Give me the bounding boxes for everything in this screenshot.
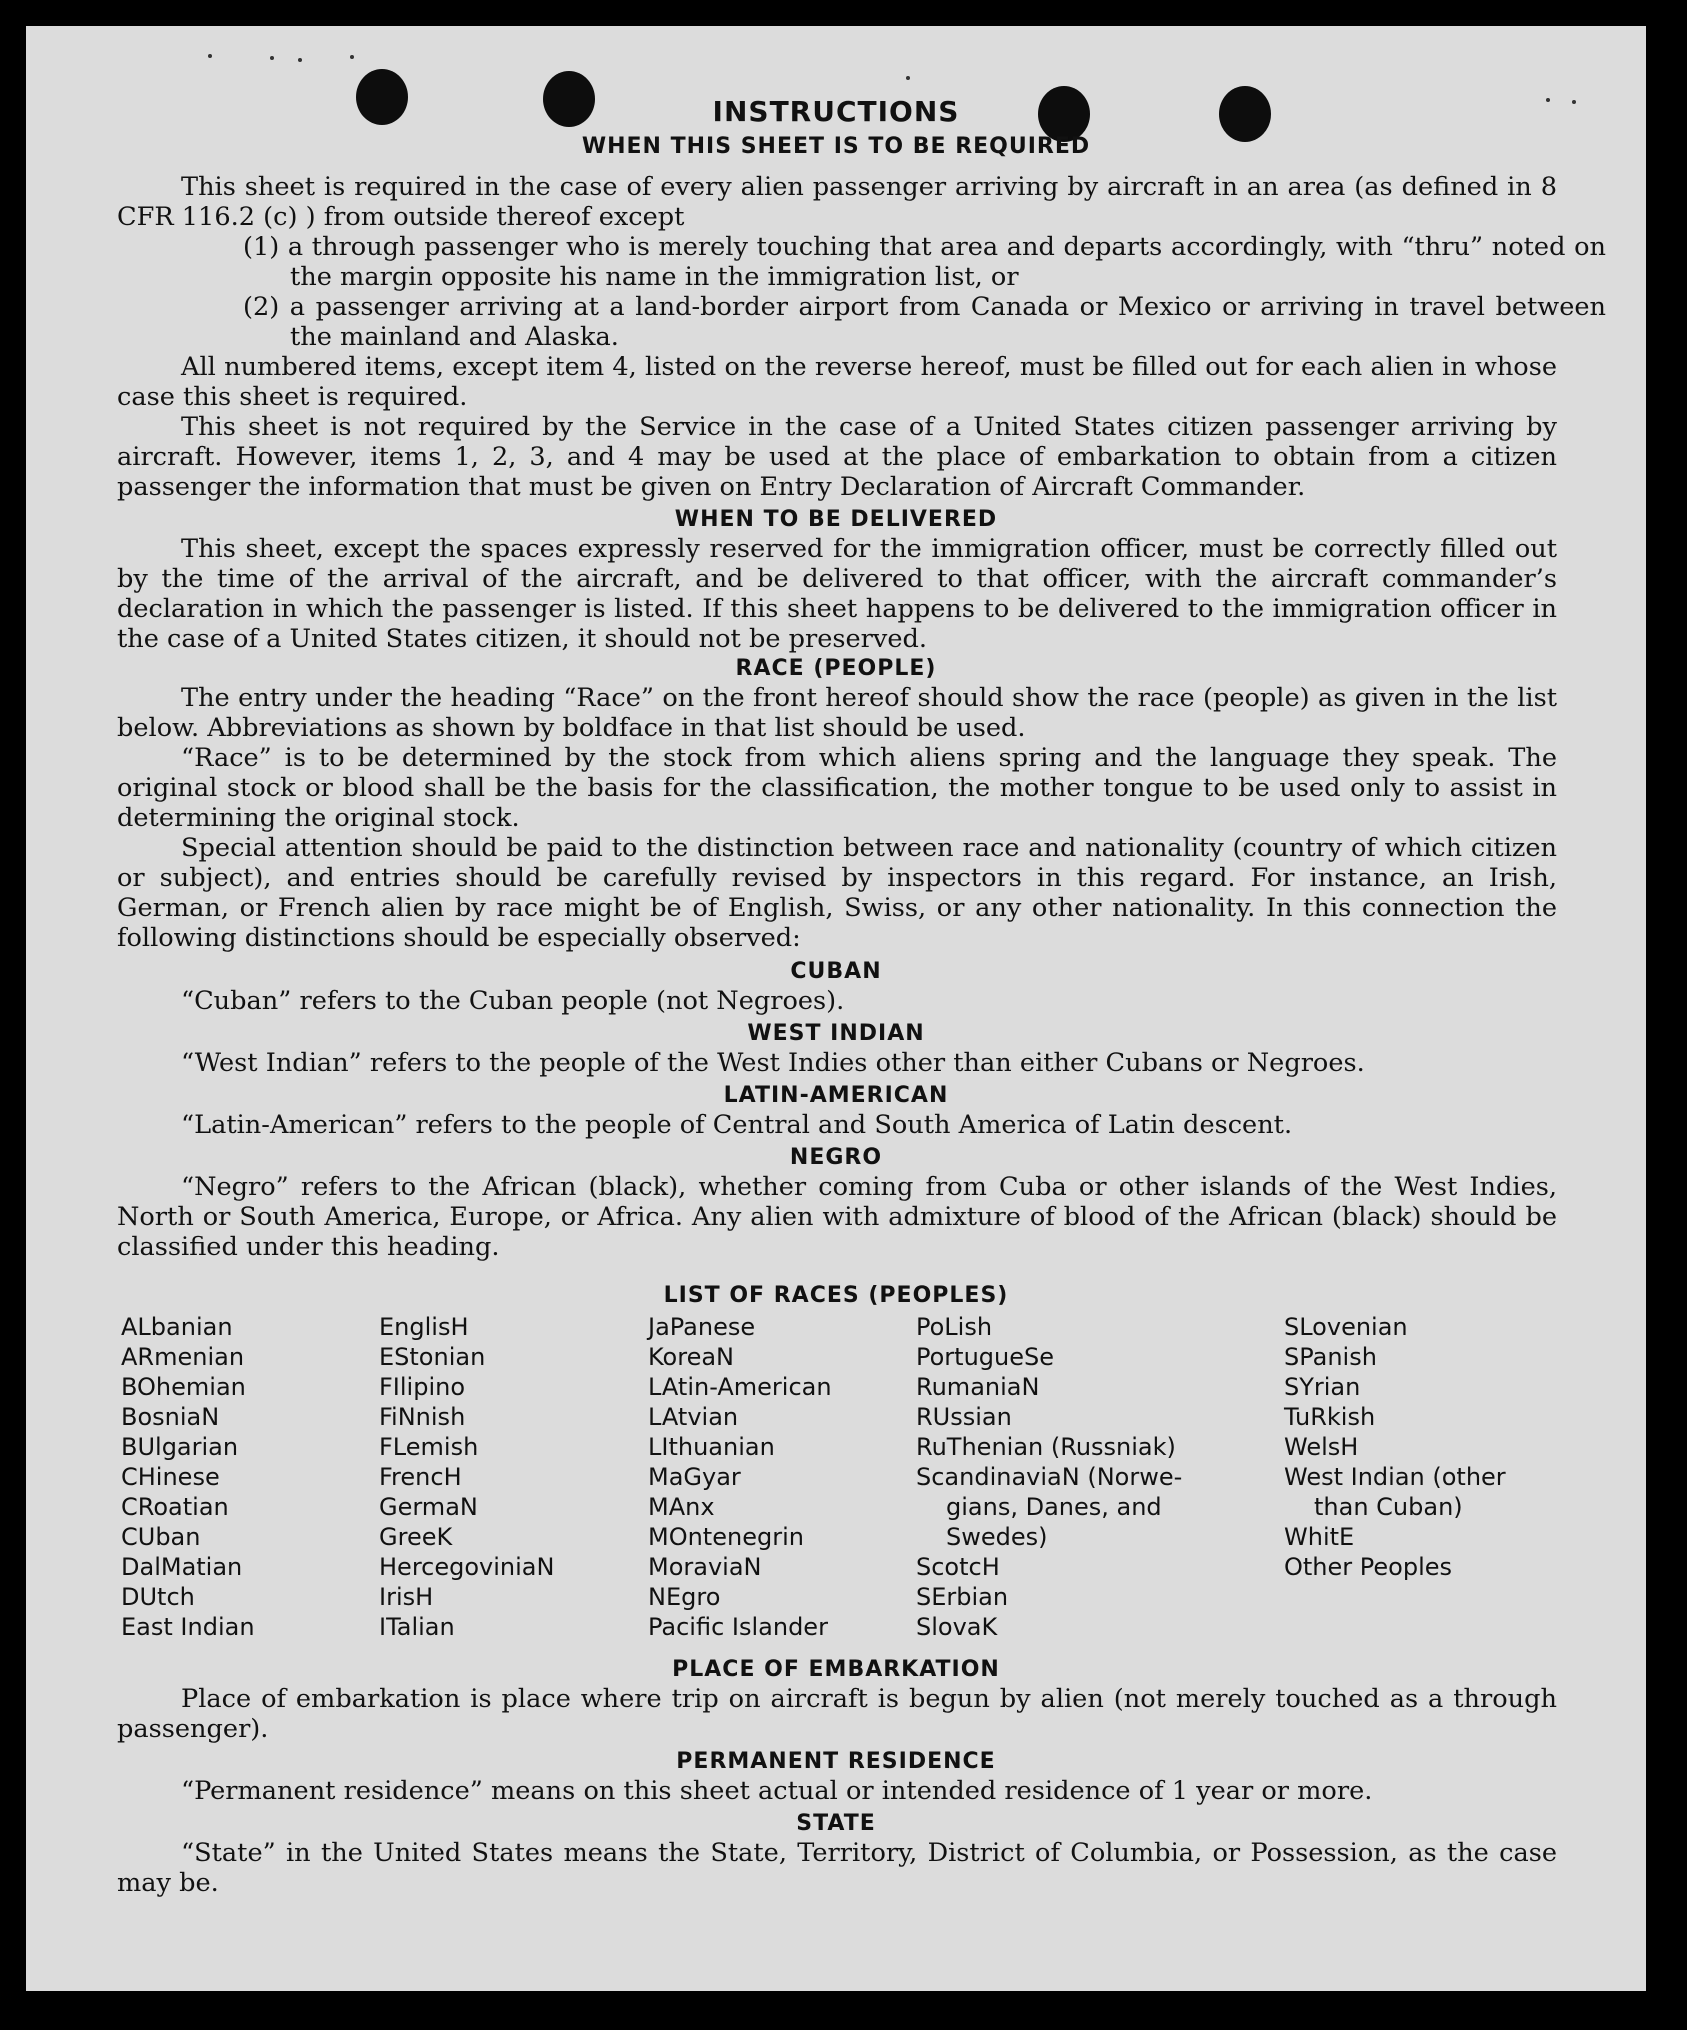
race-list-item: WhitE <box>1284 1523 1355 1551</box>
race-list-item: GreeK <box>379 1523 453 1551</box>
section-heading: RACE (PEOPLE) <box>735 656 937 681</box>
section-heading: LATIN-AMERICAN <box>723 1083 949 1108</box>
race-list-item: East Indian <box>121 1613 255 1641</box>
list-item: (1) a through passenger who is merely touching that area and departs accordingly, with “thru” noted on the margin opposite his name in the immigration list, or <box>243 232 1606 292</box>
race-list-item: FLemish <box>379 1433 479 1461</box>
race-list-item: IrisH <box>379 1583 434 1611</box>
paragraph: This sheet is required in the case of every alien passenger arriving by aircraft in an area (as defined in 8 CFR 116.2 (c) ) from outside thereof except <box>117 172 1557 232</box>
paragraph: “Latin-American” refers to the people of Central and South America of Latin descent. <box>181 1110 1293 1140</box>
race-list-item: EnglisH <box>379 1313 469 1341</box>
section-heading: PERMANENT RESIDENCE <box>676 1749 996 1774</box>
section-heading: PLACE OF EMBARKATION <box>672 1657 1000 1682</box>
paragraph: All numbered items, except item 4, listed on the reverse hereof, must be filled out for each alien in whose case this sheet is required. <box>117 352 1557 412</box>
race-list-item: FIlipino <box>379 1373 466 1401</box>
paragraph: “State” in the United States means the State, Territory, District of Columbia, or Possession, as the case may be. <box>117 1838 1557 1898</box>
section-heading: NEGRO <box>789 1145 883 1170</box>
race-list-item: KoreaN <box>648 1343 734 1371</box>
race-list-item: WelsH <box>1284 1433 1359 1461</box>
race-list-item: SlovaK <box>916 1613 998 1641</box>
race-list-item: RUssian <box>916 1403 1012 1431</box>
race-list-item: MoraviaN <box>648 1553 762 1581</box>
race-list-item: LAtin-American <box>648 1373 832 1401</box>
race-list-item: SErbian <box>916 1583 1009 1611</box>
paragraph: “Race” is to be determined by the stock from which aliens spring and the language they speak. The original stock or blood shall be the basis for the classification, the mother tongue to be used only to assist in determining the original stock. <box>117 743 1557 833</box>
race-column-5 <box>1284 1312 1506 1582</box>
race-list-item: MaGyar <box>648 1463 741 1491</box>
paragraph: “West Indian” refers to the people of the West Indies other than either Cubans or Negroes. <box>181 1048 1365 1078</box>
speck <box>298 58 302 62</box>
race-list-item: CUban <box>121 1523 201 1551</box>
speck <box>350 55 354 59</box>
speck <box>906 76 910 80</box>
race-list-item: SYrian <box>1284 1373 1361 1401</box>
race-list-item: PoLish <box>916 1313 993 1341</box>
race-list-item: EStonian <box>379 1343 486 1371</box>
speck <box>270 56 274 60</box>
race-list-item: LIthuanian <box>648 1433 775 1461</box>
race-column-2 <box>379 1312 554 1642</box>
race-list-item: PortugueSe <box>916 1343 1054 1371</box>
race-list-item: ScandinaviaN (Norwe- <box>916 1463 1183 1491</box>
paragraph: This sheet, except the spaces expressly reserved for the immigration officer, must be correctly filled out by the time of the arrival of the aircraft, and be delivered to that officer, with the aircraft commander’s declaration in which the passenger is listed. If this sheet happens to be delivered to the immigration officer in the case of a United States citizen, it should not be preserved. <box>117 534 1557 654</box>
section-heading: LIST OF RACES (PEOPLES) <box>663 1283 1009 1308</box>
race-list-item: ScotcH <box>916 1553 1000 1581</box>
race-list-item: than Cuban) <box>1314 1493 1463 1521</box>
race-list-item: gians, Danes, and <box>946 1493 1162 1521</box>
race-list-item: Swedes) <box>946 1523 1048 1551</box>
race-list-item: ITalian <box>379 1613 455 1641</box>
paragraph: This sheet is not required by the Service in the case of a United States citizen passenger arriving by aircraft. However, items 1, 2, 3, and 4 may be used at the place of embarkation to obtain from a citizen passenger the information that must be given on Entry Declaration of Aircraft Commander. <box>117 412 1557 502</box>
race-list-item: FiNnish <box>379 1403 466 1431</box>
speck <box>208 54 212 58</box>
race-list-item: MAnx <box>648 1493 715 1521</box>
race-list-item: MOntenegrin <box>648 1523 804 1551</box>
race-list-item: TuRkish <box>1284 1403 1376 1431</box>
race-list-item: RumaniaN <box>916 1373 1040 1401</box>
race-list-item: West Indian (other <box>1284 1463 1506 1491</box>
race-list-item: ALbanian <box>121 1313 233 1341</box>
race-column-3 <box>648 1312 832 1642</box>
race-list-item: SPanish <box>1284 1343 1377 1371</box>
race-list-item: ARmenian <box>121 1343 245 1371</box>
race-list-item: CHinese <box>121 1463 220 1491</box>
section-heading: CUBAN <box>790 959 882 984</box>
race-list-item: BosniaN <box>121 1403 220 1431</box>
list-item: (2) a passenger arriving at a land-border airport from Canada or Mexico or arriving in travel between the mainland and Alaska. <box>243 292 1606 352</box>
document-page <box>26 26 1646 1991</box>
paragraph: “Permanent residence” means on this sheet actual or intended residence of 1 year or more. <box>181 1776 1373 1806</box>
race-list-item: GermaN <box>379 1493 478 1521</box>
race-list-item: SLovenian <box>1284 1313 1408 1341</box>
race-list-item: CRoatian <box>121 1493 229 1521</box>
paragraph: Special attention should be paid to the distinction between race and nationality (country of which citizen or subject), and entries should be carefully revised by inspectors in this regard. For instance, an Irish, German, or French alien by race might be of English, Swiss, or any other nationality. In this connection the following distinctions should be especially observed: <box>117 833 1557 953</box>
section-heading: STATE <box>796 1811 876 1836</box>
race-list-item: FrencH <box>379 1463 462 1491</box>
race-list-item: LAtvian <box>648 1403 739 1431</box>
race-list-item: Pacific Islander <box>648 1613 828 1641</box>
paragraph: “Cuban” refers to the Cuban people (not Negroes). <box>181 986 845 1016</box>
paragraph: Place of embarkation is place where trip on aircraft is begun by alien (not merely touched as a through passenger). <box>117 1684 1557 1744</box>
section-heading: WEST INDIAN <box>747 1021 925 1046</box>
paragraph: The entry under the heading “Race” on the front hereof should show the race (people) as given in the list below. Abbreviations as shown by boldface in that list should be used. <box>117 683 1557 743</box>
race-list-item: Other Peoples <box>1284 1553 1453 1581</box>
race-list-item: JaPanese <box>648 1313 756 1341</box>
race-list-item: DalMatian <box>121 1553 243 1581</box>
page-title: INSTRUCTIONS <box>712 95 960 128</box>
section-heading: WHEN TO BE DELIVERED <box>674 507 998 532</box>
race-list-item: HercegoviniaN <box>379 1553 555 1581</box>
race-list-item: RuThenian (Russniak) <box>916 1433 1176 1461</box>
paragraph: “Negro” refers to the African (black), whether coming from Cuba or other islands of the West Indies, North or South America, Europe, or Africa. Any alien with admixture of blood of the African (black) should be classified under this heading. <box>117 1172 1557 1262</box>
section-heading: WHEN THIS SHEET IS TO BE REQUIRED <box>581 134 1091 159</box>
race-list-item: BOhemian <box>121 1373 246 1401</box>
race-list-item: NEgro <box>648 1583 721 1611</box>
race-list-item: DUtch <box>121 1583 195 1611</box>
race-column-1 <box>121 1312 255 1642</box>
race-column-4 <box>916 1312 1182 1642</box>
race-list-item: BUlgarian <box>121 1433 239 1461</box>
